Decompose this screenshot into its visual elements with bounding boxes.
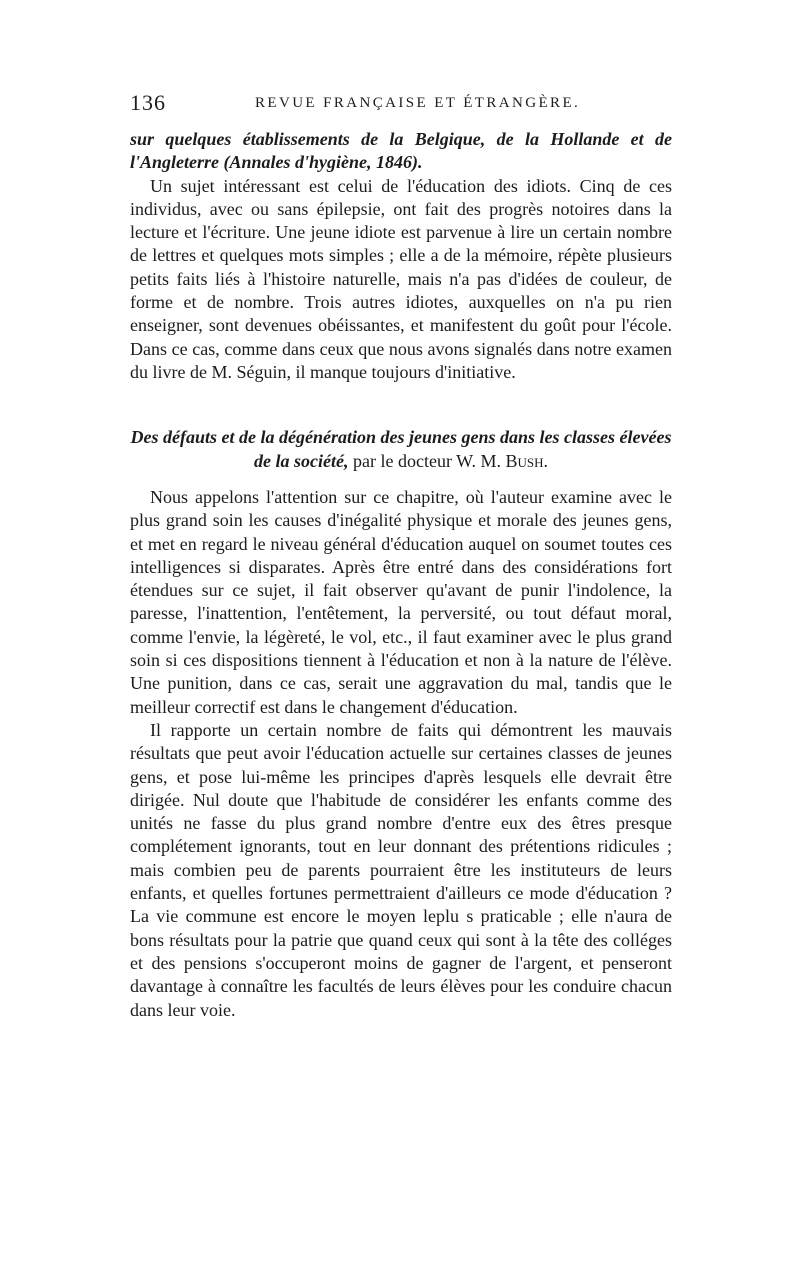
body-text bbox=[130, 486, 672, 1022]
body-paragraph-2: Il rapporte un certain nombre de faits qui démontrent les mauvais résultats que peut avoir l'éducation actuelle sur certaines classes de jeunes gens, et pose lui-même les principes d'après lesquels elle devrait être dirigée. Nul doute que l'habitude de considérer les enfants comme des unités ne fasse du plus grand nombre d'entre eux des êtres presque complétement ignorants, tout en leur donnant des prétentions ridicules ; mais combien peu de parents pourraient être les instituteurs de leurs enfants, et quelles fortunes permettraient d'ailleurs ce mode d'éducation ? La vie commune est encore le moyen leplu s praticable ; elle n'aura de bons résultats pour la patrie que quand ceux qui sont à la tête des colléges et des pensions s'occuperont moins de gagner de l'argent, et penseront davantage à connaître les facultés de leurs élèves pour les conduire chacun dans leur voie. bbox=[130, 719, 672, 1020]
section-heading bbox=[130, 426, 672, 473]
running-title: REVUE FRANÇAISE ET ÉTRANGÈRE. bbox=[255, 95, 581, 111]
page-number: 136 bbox=[130, 90, 166, 115]
section-title-italic: Des défauts et de la dégénération des jeunes gens dans les classes élevées de la société, bbox=[130, 427, 672, 471]
section-author-prefix: par le docteur W. M. bbox=[352, 450, 501, 471]
body-paragraph-1: Nous appelons l'attention sur ce chapitre, où l'auteur examine avec le plus grand soin les causes d'inégalité physique et morale des jeunes gens, et met en regard le niveau général d'éducation auquel on soumet toutes ces intelligences si disparates. Après être entré dans des considérations fort étendues sur ce sujet, il fait observer qu'avant de punir l'indolence, la paresse, l'inattention, l'entêtement, la perversité, ou tout défaut moral, comme l'envie, la légèreté, le vol, etc., il faut examiner avec le plus grand soin si ces dispositions tiennent à l'éducation et non à la nature de l'élève. Une punition, dans ce cas, serait une aggravation du mal, tandis que le meilleur correctif est dans le changement d'éducation. bbox=[130, 487, 672, 717]
reference-block bbox=[130, 128, 672, 384]
reference-paragraph: Un sujet intéressant est celui de l'éducation des idiots. Cinq de ces individus, avec ou sans épilepsie, ont fait des progrès notoires dans la lecture et l'écriture. Une jeune idiote est parvenue à lire un certain nombre de lettres et quelques mots simples ; elle a de la mémoire, répète plusieurs petits faits liés à l'histoire naturelle, mais n'a pas d'idées de couleur, de forme et de nombre. Trois autres idiotes, auxquelles on n'a pu rien enseigner, sont devenues obéissantes, et manifestent du goût pour l'école. Dans ce cas, comme dans ceux que nous avons signalés dans notre examen du livre de M. Séguin, il manque toujours d'initiative. bbox=[130, 175, 672, 382]
section-author-name: Bush. bbox=[505, 450, 548, 471]
reference-title: sur quelques établissements de la Belgique, de la Hollande et de l'Angleterre (Annales d'hygiène, 1846). bbox=[130, 129, 672, 173]
running-head bbox=[130, 90, 672, 120]
